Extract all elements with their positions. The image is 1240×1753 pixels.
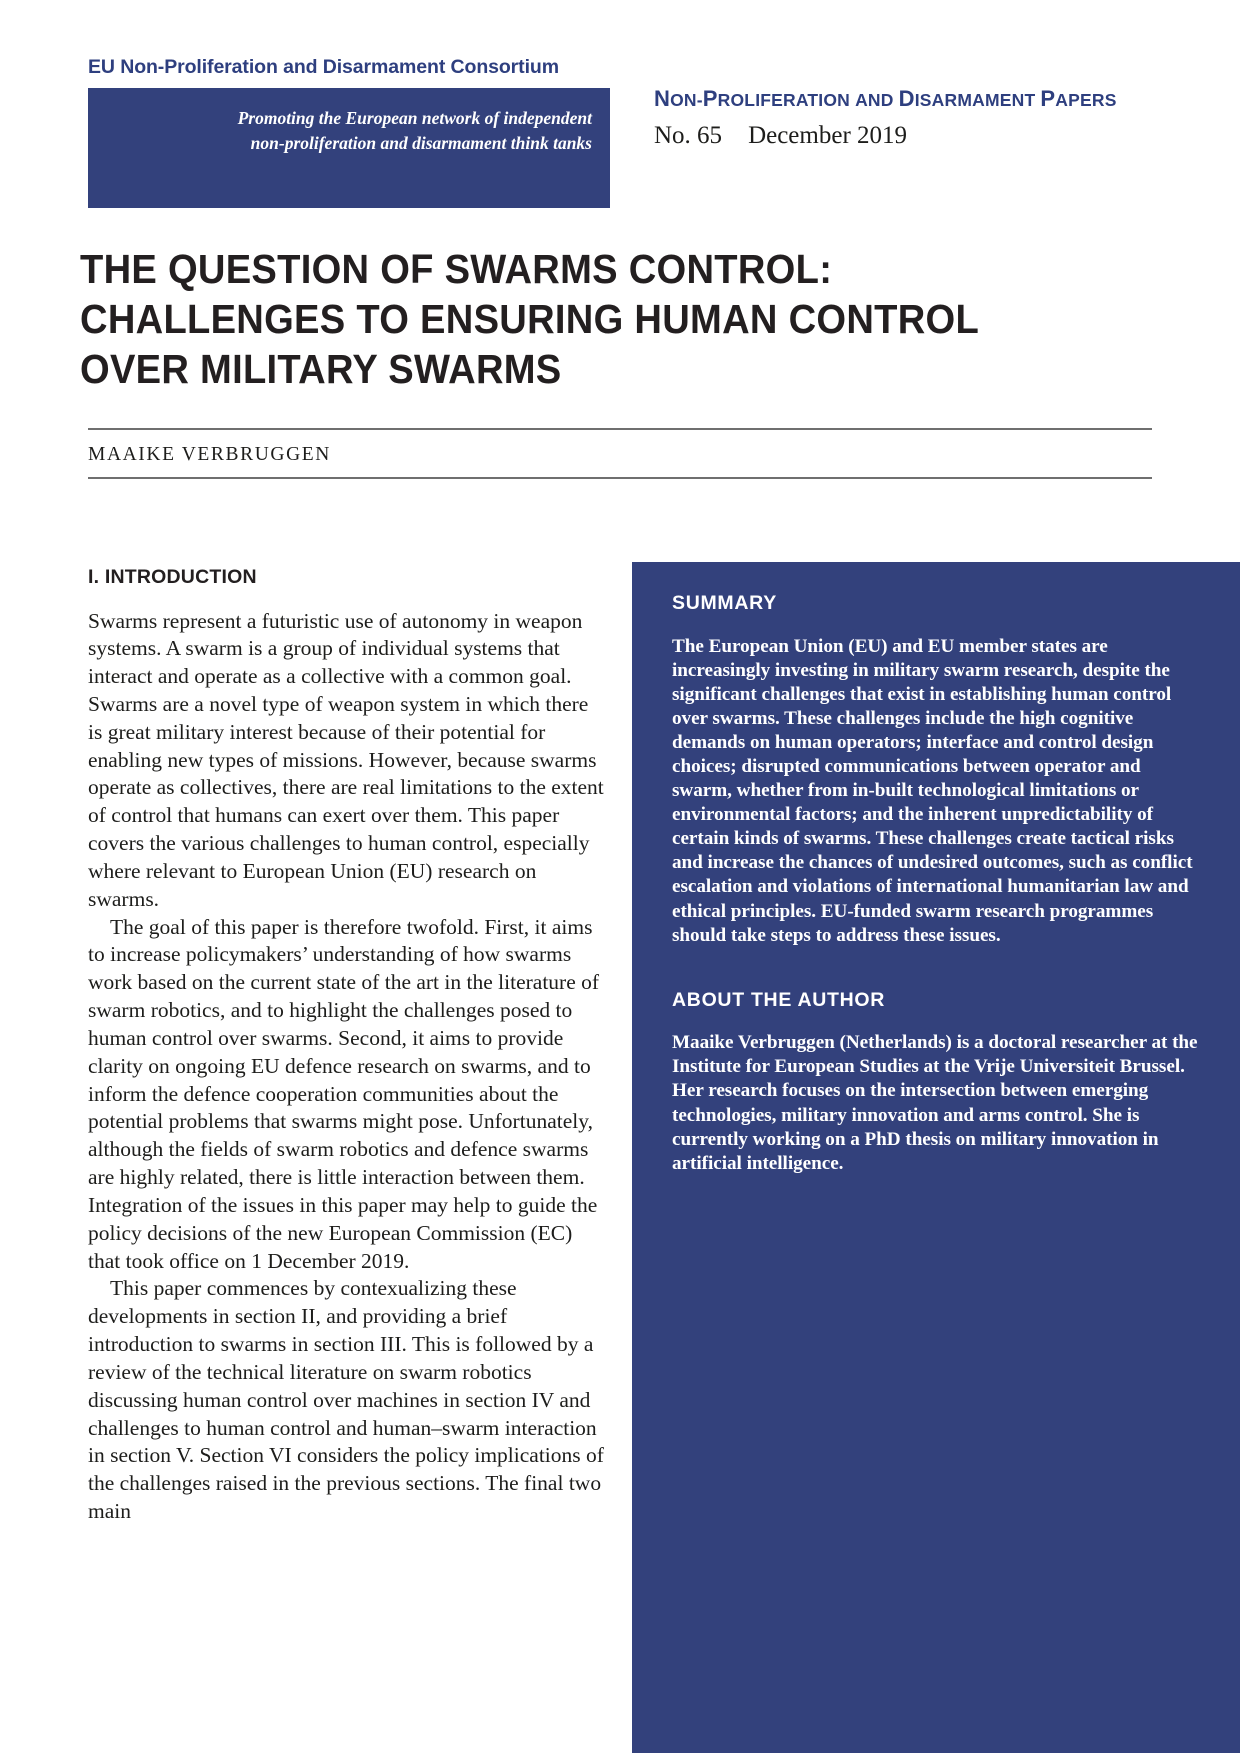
tagline-line-1: Promoting the European network of independent (237, 108, 592, 128)
journal-title-seg: APERS (1055, 90, 1117, 110)
body-paragraph: This paper commences by contexualizing these developments in section II, and providing a brief introduction to swarms in section III. This is followed by a review of the technical literature on swarm robotics discussing human control over machines in section IV and challenges to human control and human–swarm interaction in section V. Section VI considers the policy implications of the challenges raised in the previous sections. The final two main (88, 1276, 604, 1523)
consortium-tagline (172, 106, 592, 156)
sidebar-summary-text: The European Union (EU) and EU member states are increasingly investing in military swarm research, despite the significant challenges that exist in establishing human control over swarms. These challenges include the high cognitive demands on human operators; interface and control design choices; disrupted communications between operator and swarm, whether from in-built technological limitations or environmental factors; and the inherent unpredictability of certain kinds of swarms. These challenges create tactical risks and increase the chances of undesired outcomes, such as conflict escalation and violations of international humanitarian law and ethical principles. EU-funded swarm research programmes should take steps to address these issues. (672, 635, 1193, 946)
byline-rule-bottom (88, 477, 1152, 479)
section-heading-introduction: I. INTRODUCTION (88, 566, 257, 588)
journal-title (654, 88, 1240, 110)
journal-title-seg: P (1040, 86, 1056, 111)
sidebar-author-text: Maaike Verbruggen (Netherlands) is a doctoral researcher at the Institute for European Studies at the Vrije Universiteit Brussel. Her research focuses on the intersection between emerging technologies, military innovation and arms control. She is currently working on a PhD thesis on military innovation in artificial intelligence. (672, 1032, 1198, 1174)
journal-title-seg: ROLIFERATION (717, 90, 850, 110)
author-name: MAAIKE VERBRUGGEN (88, 443, 331, 465)
journal-title-seg: D (898, 86, 915, 111)
journal-title-seg: P (702, 86, 718, 111)
journal-info (654, 88, 1240, 148)
issue-date: December 2019 (748, 122, 908, 149)
journal-title-seg: ISARMAMENT (914, 90, 1036, 110)
body-paragraph: Swarms represent a futuristic use of autonomy in weapon systems. A swarm is a group of individual systems that interact and operate as a collective with a common goal. Swarms are a novel type of weapon system in which there is great military interest because of their potential for enabling new types of missions. However, because swarms operate as collectives, there are real limitations to the extent of control that humans can exert over them. This paper covers the various challenges to human control, especially where relevant to European Union (EU) research on swarms. (88, 608, 604, 911)
sidebar-heading-about-the-author: ABOUT THE AUTHOR (672, 988, 886, 1011)
journal-title-seg: ON- (670, 90, 703, 110)
consortium-logo-box (88, 88, 610, 208)
sidebar-spacer (672, 948, 1202, 991)
journal-title-seg: N (654, 86, 671, 111)
consortium-name: EU Non-Proliferation and Disarmament Consortium (88, 56, 559, 78)
body-paragraph: The goal of this paper is therefore twofold. First, it aims to increase policymakers’ understanding of how swarms work based on the current state of the art in the literature of swarm robotics, and to highlight the challenges posed to human control over swarms. Second, it aims to provide clarity on ongoing EU defence research on swarms, and to inform the defence cooperation communities about the potential problems that swarms might pose. Unfortunately, although the fields of swarm robotics and defence swarms are highly related, there is little interaction between them. Integration of the issues in this paper may help to guide the policy decisions of the new European Commission (EC) that took office on 1 December 2019. (88, 914, 600, 1273)
sidebar-panel (632, 562, 1240, 1753)
main-column (88, 568, 608, 1526)
page-title: THE QUESTION OF SWARMS CONTROL: CHALLENGES TO ENSURING HUMAN CONTROL OVER MILITARY SWARMS (80, 246, 979, 393)
issue-number: No. 65 (654, 122, 723, 149)
issue-line (654, 123, 1240, 148)
byline-block (88, 428, 1152, 479)
tagline-line-2: non-proliferation and disarmament think tanks (250, 132, 592, 153)
sidebar-heading-summary: SUMMARY (672, 592, 777, 614)
journal-title-seg: AND (855, 90, 894, 110)
masthead (88, 58, 1148, 208)
